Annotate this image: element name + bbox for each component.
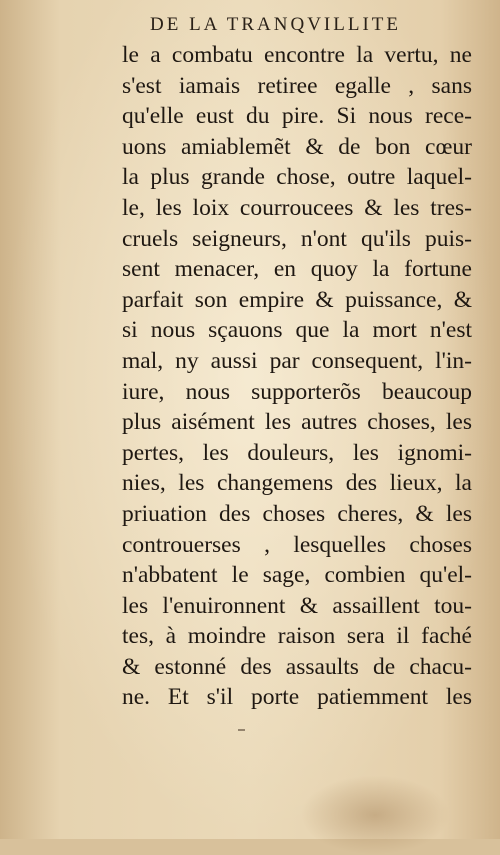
text-line: s'est iamais retiree egalle , sans (122, 72, 472, 99)
text-line: iure, nous supporterõs beaucoup (122, 378, 472, 405)
text-line: la plus grande chose, outre laquel- (122, 164, 472, 191)
text-line: & estonné des assaults de chacu- (122, 653, 472, 680)
text-line: ne. Et s'il porte patiemment les (122, 684, 472, 711)
ink-mark (238, 729, 245, 731)
text-line: pertes, les douleurs, les ignomi- (122, 439, 472, 466)
text-line: priuation des choses cheres, & les (122, 500, 472, 527)
text-line: parfait son empire & puissance, & (122, 286, 472, 313)
text-line: sent menacer, en quoy la fortune (122, 256, 472, 283)
text-line: le a combatu encontre la vertu, ne (122, 42, 472, 68)
text-line: nies, les changemens des lieux, la (122, 470, 472, 497)
text-line: si nous sçauons que la mort n'est (122, 317, 472, 344)
text-line: uons amiablemẽt & de bon cœur (122, 133, 472, 160)
text-line: qu'elle eust du pire. Si nous rece- (122, 103, 472, 130)
text-line: mal, ny aussi par consequent, l'in- (122, 347, 472, 374)
text-line: tes, à moindre raison sera il faché (122, 623, 472, 650)
text-line: controuerses , lesquelles choses (122, 531, 472, 558)
text-line: plus aisément les autres choses, les (122, 409, 472, 436)
paper-stain (300, 775, 450, 855)
text-line: n'abbatent le sage, combien qu'el- (122, 562, 472, 589)
text-line: les l'enuironnent & assaillent tou- (122, 592, 472, 619)
body-text (122, 40, 472, 713)
text-line: le, les loix courroucees & les tres- (122, 194, 472, 221)
text-line: cruels seigneurs, n'ont qu'ils puis- (122, 225, 472, 252)
running-head: DE LA TRANQVILLITE (150, 14, 402, 35)
